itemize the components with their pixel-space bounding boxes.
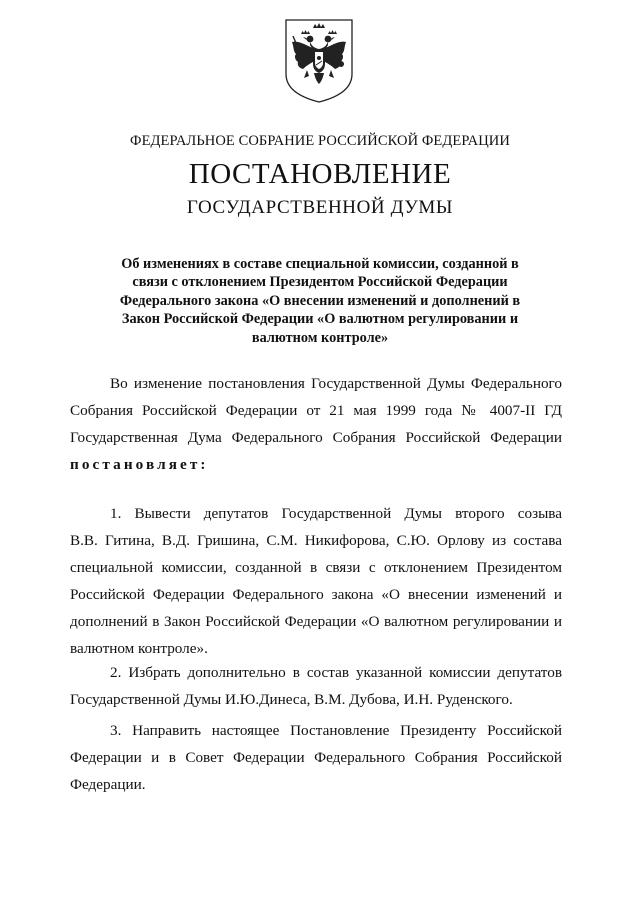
- paragraph-line: Федерации.: [70, 776, 146, 793]
- paragraph-line: дополнений в Закон Российской Федерации «О валютном регулировании и: [70, 613, 562, 630]
- paragraph-line: 3. Направить настоящее Постановление Президенту Российской: [110, 722, 562, 739]
- paragraph-line: Российской Федерации Федерального закона «О внесении изменений и: [70, 586, 562, 603]
- document-type: ПОСТАНОВЛЕНИЕ: [188, 158, 452, 190]
- subject-line: Федерального закона «О внесении изменений и дополнений в: [119, 292, 521, 309]
- subject-line: Закон Российской Федерации «О валютном регулировании и: [121, 311, 519, 328]
- paragraph-line: специальной комиссии, созданной в связи с отклонением Президентом: [70, 559, 562, 576]
- paragraph-line: 2. Избрать дополнительно в состав указанной комиссии депутатов: [110, 664, 562, 681]
- item-1-paragraph: [70, 500, 562, 662]
- coat-of-arms-icon: [283, 18, 355, 104]
- subject-line: связи с отклонением Президентом Российской Федерации: [132, 274, 508, 291]
- paragraph-line: Федерации и в Совет Федерации Федерального Собрания Российской: [70, 749, 562, 766]
- subject-line: валютном контроле»: [251, 329, 389, 346]
- paragraph-line: Государственной Думы И.Ю.Динеса, В.М. Дубова, И.Н. Руденского.: [70, 691, 513, 708]
- paragraph-line: В.В. Гитина, В.Д. Гришина, С.М. Никифорова, С.Ю. Орлову из состава: [70, 532, 562, 549]
- preamble-paragraph: [70, 370, 562, 478]
- item-3-paragraph: [70, 717, 562, 798]
- paragraph-line: Во изменение постановления Государственной Думы Федерального: [110, 375, 562, 392]
- paragraph-line: валютном контроле».: [70, 640, 208, 657]
- item-2-paragraph: [70, 659, 562, 713]
- paragraph-line: Государственная Дума Федерального Собрания Российской Федерации: [70, 429, 562, 446]
- paragraph-line: 1. Вывести депутатов Государственной Думы второго созыва: [110, 505, 562, 522]
- subject-line: Об изменениях в составе специальной комиссии, созданной в: [121, 256, 519, 272]
- document-issuer: ГОСУДАРСТВЕННОЙ ДУМЫ: [186, 197, 454, 218]
- decree-word: постановляет:: [70, 456, 209, 473]
- paragraph-line: Собрания Российской Федерации от 21 мая 1999 года № 4007-II ГД: [70, 402, 562, 419]
- organization-title: ФЕДЕРАЛЬНОЕ СОБРАНИЕ РОССИЙСКОЙ ФЕДЕРАЦИИ: [130, 133, 510, 149]
- document-subject: [98, 255, 542, 347]
